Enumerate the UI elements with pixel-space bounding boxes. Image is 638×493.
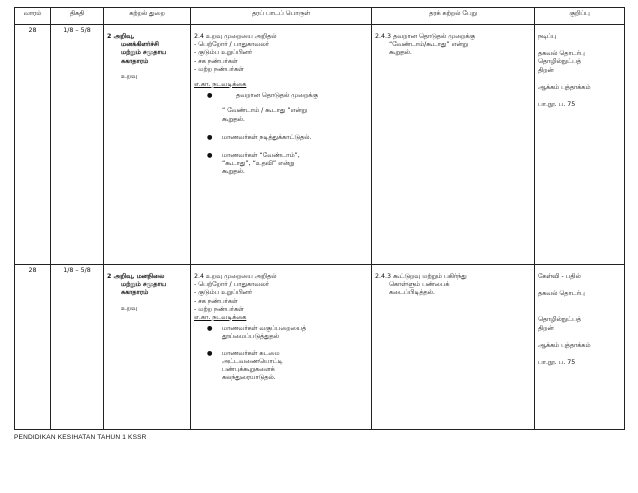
week-cell: 28	[15, 25, 51, 265]
list-item	[207, 152, 368, 177]
area-title-line: மற்றும் சமுதாய	[121, 49, 167, 57]
outcome-line: 2.4.3 தவறான தொடுதல் முறைக்கு	[375, 33, 475, 40]
header-content-standard: தரப் பாடப் பொருள்	[191, 8, 372, 25]
outcome-line: கடைப்பிடித்தல்.	[389, 289, 435, 297]
area-subtopic: உறவு	[121, 304, 138, 312]
bullet-icon: ●	[207, 325, 213, 333]
activity-text: பண்புக்கூறுகளைக்	[222, 366, 275, 374]
list-item	[207, 349, 368, 383]
content-line: - மற்ற நண்பர்கள்	[194, 65, 244, 73]
content-line: - சக நண்பர்கள்	[194, 297, 238, 305]
activity-text: மாணவர்கள் கடமை	[222, 349, 280, 357]
area-title-line: 2 அறிவு, மனநிலை	[107, 273, 165, 280]
list-item	[207, 92, 368, 124]
activity-list	[194, 92, 368, 176]
header-notes: குறிப்பு	[535, 8, 625, 25]
area-subtopic: உறவு	[121, 72, 138, 80]
note-line: தகவல் தொடர்பு	[538, 50, 585, 58]
content-line: 2.4 உறவு முறையை அறிதல்	[194, 273, 277, 280]
note-line: ஆக்கம் புத்தாக்கம்	[538, 83, 591, 91]
header-learning-standard: தரக் கற்றல் பேறு	[372, 8, 535, 25]
bullet-icon: ●	[207, 133, 213, 141]
content-standard-cell	[191, 265, 372, 430]
note-line: பா.நூ. ப. 75	[538, 359, 576, 367]
header-row	[15, 8, 625, 25]
lesson-plan-table	[14, 7, 625, 430]
header-date: திகதி	[51, 8, 104, 25]
content-line: - பெற்றோர் / பாதுகாவலர்	[194, 41, 269, 49]
week-cell: 28	[15, 265, 51, 430]
content-line: - குடும்ப உறுப்பினர்	[194, 49, 253, 57]
learning-area-cell	[104, 265, 191, 430]
table-row	[15, 25, 625, 265]
header-learning-area: கற்றல் துறை	[104, 8, 191, 25]
header-week: வாரம்	[15, 8, 51, 25]
activity-text: அட்டவணையொட்டி	[222, 357, 283, 365]
learning-area-cell	[104, 25, 191, 265]
outcome-line: கொள்ளும் பண்பைக்	[389, 281, 450, 289]
date-cell: 1/8 – 5/8	[51, 265, 104, 430]
notes-cell	[535, 25, 625, 265]
area-title-line: மனக்கிளர்ச்சி	[121, 41, 159, 49]
content-line: - சக நண்பர்கள்	[194, 57, 238, 65]
activity-title: எ.கா. நடவடிக்கை	[194, 81, 247, 89]
list-item	[207, 133, 368, 142]
bullet-icon: ●	[207, 349, 213, 357]
note-line: பா.நூ. ப. 75	[538, 101, 576, 109]
content-line: - மற்ற நண்பர்கள்	[194, 305, 244, 313]
content-line: 2.4 உறவு முறையை அறிதல்	[194, 33, 277, 40]
note-line: கேள்வி - பதில்	[538, 273, 581, 280]
date-cell: 1/8 – 5/8	[51, 25, 104, 265]
area-title-line: சுகாதாரம்	[121, 289, 149, 297]
activity-text: கலந்துரையாடுதல்.	[222, 374, 276, 382]
learning-standard-cell	[372, 25, 535, 265]
activity-text: மாணவர்கள் வகுப்பறையைத்	[222, 325, 307, 333]
outcome-line: கூறுதல்.	[389, 49, 412, 57]
activity-text: கூறுதல்.	[222, 115, 245, 123]
activity-text: தூய்மைப்படுத்துதல்	[222, 333, 279, 341]
activity-text: மாணவர்கள் “வேண்டாம்”,	[222, 152, 300, 160]
area-title-line: மற்றும் சமுதாய	[121, 281, 167, 289]
bullet-icon: ●	[207, 152, 213, 160]
outcome-line: 2.4.3 கூட்டுறவு மற்றும் பகிர்ந்து	[375, 273, 467, 280]
bullet-icon: ●	[207, 92, 213, 100]
content-line: - பெற்றோர் / பாதுகாவலர்	[194, 281, 269, 289]
note-line: திறன்	[538, 324, 554, 332]
content-standard-cell	[191, 25, 372, 265]
activity-title: எ.கா. நடவடிக்கை	[194, 314, 247, 322]
activity-text: கூறுதல்.	[222, 168, 245, 176]
area-title-line: சுகாதாரம்	[121, 57, 149, 65]
activity-text: மாணவர்கள் நடித்துக்காட்டுதல்.	[222, 133, 312, 141]
learning-standard-cell	[372, 265, 535, 430]
activity-text: “ வேண்டாம் / கூடாது ”என்று	[222, 107, 307, 115]
note-line: தகவல் தொடர்பு	[538, 290, 585, 298]
table-row	[15, 265, 625, 430]
note-line: திறன்	[538, 66, 554, 74]
page-footer: PENDIDIKAN KESIHATAN TAHUN 1 KSSR	[14, 434, 147, 441]
note-line: நடிப்பு	[538, 33, 557, 40]
content-line: - குடும்ப உறுப்பினர்	[194, 289, 253, 297]
activity-text: “கூடாது”, “உதவி” என்று	[222, 160, 295, 168]
note-line: ஆக்கம் புத்தாக்கம்	[538, 341, 591, 349]
outcome-line: “வேண்டாம்/கூடாது” என்று	[389, 41, 468, 49]
activity-text: தவறான தொடுதல் முறைக்கு	[236, 92, 318, 100]
list-item	[207, 325, 368, 341]
activity-list	[194, 325, 368, 382]
area-title-line: 2 அறிவு,	[107, 33, 135, 40]
note-line: தொழில்நுட்பத்	[538, 58, 581, 66]
notes-cell	[535, 265, 625, 430]
note-line: தொழில்நுட்பத்	[538, 316, 581, 324]
